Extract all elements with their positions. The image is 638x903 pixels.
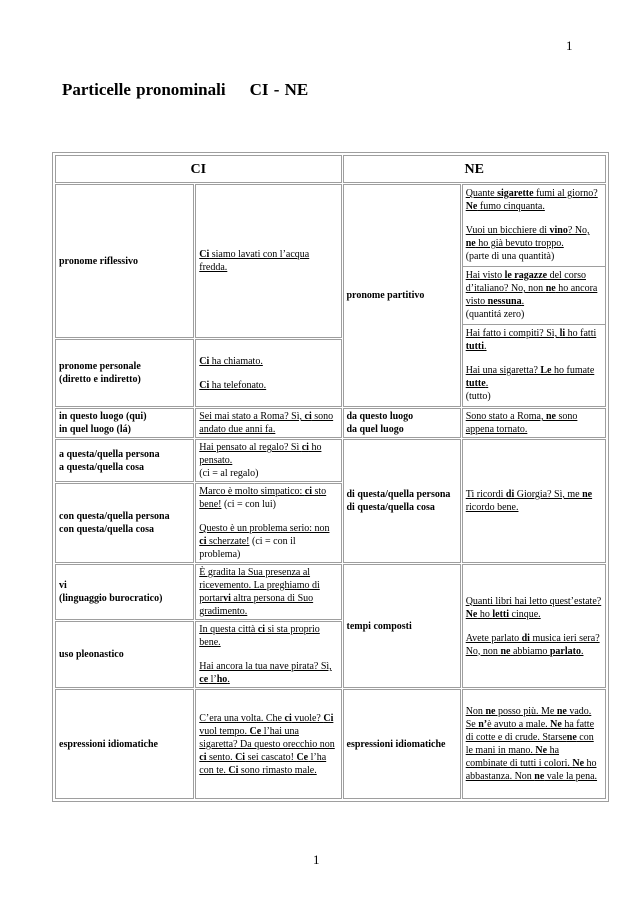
particle-highlight: Ce bbox=[296, 751, 309, 763]
particle-highlight: ce bbox=[199, 674, 209, 685]
particle-highlight: ne bbox=[534, 771, 545, 782]
example-idiomatiche-ne bbox=[462, 689, 606, 799]
example-text: sono appena tornato. bbox=[465, 411, 578, 435]
example-text: è avuto a male. bbox=[487, 719, 551, 730]
particle-highlight: Ci bbox=[199, 379, 210, 391]
particle-highlight: Ci bbox=[228, 764, 239, 776]
example-text: sto bene! bbox=[199, 486, 327, 510]
particle-highlight: ci bbox=[199, 536, 207, 547]
table-row bbox=[55, 408, 606, 438]
example-text: Sono stato a Roma, bbox=[465, 411, 546, 422]
table-row bbox=[55, 564, 606, 620]
example-text: ricordo bene. bbox=[465, 502, 519, 513]
label-idiomatiche-ci: espressioni idiomatiche bbox=[55, 689, 194, 799]
table-row bbox=[55, 439, 606, 482]
example-text: Hai pensato al regalo? Sì bbox=[199, 442, 302, 453]
partitivo-block-2: Hai visto le ragazze del corso d’italiano? No, non ne ho ancora visto nessuna. (quantitá zero) bbox=[463, 266, 605, 324]
example-con-cosa: Marco è molto simpatico: ci sto bene! (ci = con lui) Questo è un problema serio: non ci scherzate! (ci = con il problema) bbox=[195, 483, 341, 563]
partitivo-block-3: Hai fatto i compiti? Sì, li ho fatti tutti. Hai una sigaretta? Le ho fumate tutte. (tutto) bbox=[463, 324, 605, 406]
example-text: ? No, bbox=[567, 225, 590, 236]
label-vi: vi (linguaggio burocratico) bbox=[55, 564, 194, 620]
example-text: ho pensato. bbox=[199, 442, 322, 466]
example-text: Non bbox=[465, 706, 486, 717]
header-row bbox=[55, 155, 606, 183]
particle-highlight: ho bbox=[216, 674, 228, 685]
example-text: l’ha con te. bbox=[199, 751, 327, 776]
particle-highlight: le ragazze bbox=[504, 270, 548, 281]
example-text: sento. bbox=[206, 751, 236, 763]
particle-highlight: Ne bbox=[535, 745, 548, 756]
particle-highlight: vino bbox=[549, 225, 568, 236]
page-number-bottom: 1 bbox=[313, 852, 320, 867]
example-text: ho ancora visto bbox=[465, 283, 598, 307]
example-text: Hai visto bbox=[465, 270, 505, 281]
example-text: ha chiamato. bbox=[209, 355, 263, 367]
example-text: con le mani in mano. bbox=[465, 732, 594, 756]
particle-highlight: n’ bbox=[478, 719, 488, 730]
example-text: vuole? bbox=[291, 712, 324, 724]
header-ne: NE bbox=[343, 155, 607, 183]
table-row bbox=[55, 689, 606, 799]
example-text: cinque. bbox=[509, 608, 541, 620]
particle-highlight: Ne bbox=[465, 201, 478, 212]
label-tempi-composti: tempi composti bbox=[343, 564, 461, 688]
example-text: Quante bbox=[465, 188, 498, 199]
label-pleonastico: uso pleonastico bbox=[55, 621, 194, 688]
example-luogo-ci bbox=[195, 408, 341, 438]
example-text: ho fumate bbox=[551, 365, 595, 376]
title-subject: CI - NE bbox=[249, 80, 309, 99]
example-text: ha fatte di cotte e di crude. Starse bbox=[465, 719, 595, 743]
particle-highlight: ne bbox=[500, 645, 511, 657]
example-text: Hai ancora la tua nave pirata? Sì, bbox=[199, 661, 332, 672]
particle-highlight: ne bbox=[485, 706, 496, 717]
table-row bbox=[55, 184, 606, 338]
example-text: ho abbastanza. Non bbox=[465, 758, 597, 782]
example-text: ho bbox=[477, 608, 493, 620]
example-text: abbiamo bbox=[510, 645, 550, 657]
example-text: sei cascato! bbox=[245, 751, 297, 763]
example-text: fumi al giorno? bbox=[533, 188, 598, 199]
particle-highlight: ne bbox=[545, 283, 556, 294]
title-main: Particelle pronominali bbox=[62, 80, 226, 99]
example-text: . bbox=[485, 378, 489, 389]
particle-highlight: Ci bbox=[199, 249, 210, 261]
label-di-cosa: di questa/quella persona di questa/quella cosa bbox=[343, 439, 461, 563]
example-text: vuol tempo. bbox=[199, 725, 250, 737]
example-text: . bbox=[227, 674, 230, 685]
example-text: del corso d’italiano? No, non bbox=[465, 270, 586, 294]
example-text: Vuoi un bicchiere di bbox=[465, 225, 550, 236]
example-text: Hai fatto i compiti? Sì, bbox=[465, 328, 560, 339]
particle-highlight: Ci bbox=[323, 712, 334, 724]
particle-highlight: sigarette bbox=[497, 188, 534, 199]
example-text: musica ieri sera? No, non bbox=[465, 632, 600, 657]
partitivo-block-1: Quante sigarette fumi al giorno? Ne fumo cinquanta. Vuoi un bicchiere di vino? No, ne ho già bevuto troppo. (parte di una quantità) bbox=[465, 188, 598, 262]
label-luogo: in questo luogo (qui) in quel luogo (lá) bbox=[55, 408, 194, 438]
example-text: vado. Se bbox=[465, 706, 592, 730]
page-title bbox=[62, 80, 308, 100]
example-luogo-ne bbox=[462, 408, 606, 438]
example-text: Avete parlato bbox=[465, 632, 522, 644]
example-text: Marco è molto simpatico: bbox=[199, 486, 305, 497]
particle-highlight: Ci bbox=[235, 751, 246, 763]
example-idiomatiche-ci bbox=[195, 689, 341, 799]
example-text: l’hai una sigaretta? Da questo orecchio non bbox=[199, 725, 335, 750]
particle-highlight: ci bbox=[257, 624, 266, 635]
example-di-cosa bbox=[462, 439, 606, 563]
label-a-cosa: a questa/quella persona a questa/quella cosa bbox=[55, 439, 194, 482]
particle-highlight: nessuna bbox=[487, 296, 522, 307]
particle-highlight: ne bbox=[566, 732, 577, 743]
label-riflessivo: pronome riflessivo bbox=[55, 184, 194, 338]
particle-highlight: ci bbox=[304, 411, 312, 422]
example-a-cosa: Hai pensato al regalo? Sì ci ho pensato. (ci = al regalo) bbox=[195, 439, 341, 482]
particle-highlight: ci bbox=[301, 442, 309, 453]
label-idiomatiche-ne: espressioni idiomatiche bbox=[343, 689, 461, 799]
particle-highlight: ne bbox=[556, 706, 567, 717]
example-vi bbox=[195, 564, 341, 620]
particle-highlight: Ne bbox=[465, 608, 478, 620]
example-text: ha combinate di tutti i colori. bbox=[465, 745, 573, 769]
example-text: . bbox=[580, 645, 584, 657]
particle-highlight: ne bbox=[582, 489, 593, 500]
example-text: Sei mai stato a Roma? Sì, bbox=[199, 411, 305, 422]
particle-highlight: letti bbox=[492, 608, 510, 620]
particle-highlight: ci bbox=[284, 712, 292, 724]
particle-highlight: di bbox=[505, 489, 515, 500]
label-luogo-ne: da questo luogo da quel luogo bbox=[343, 408, 461, 438]
example-text: . bbox=[521, 296, 525, 307]
grammar-grid bbox=[54, 154, 607, 800]
particle-highlight: Ce bbox=[249, 725, 262, 737]
particle-highlight: Le bbox=[540, 365, 552, 376]
example-riflessivo bbox=[195, 184, 341, 338]
example-text: . bbox=[484, 341, 487, 352]
example-text: ha telefonato. bbox=[209, 379, 267, 391]
example-text: siamo lavati con l’acqua fredda. bbox=[199, 249, 310, 274]
particle-highlight: tutti bbox=[465, 341, 485, 352]
label-personale: pronome personale (diretto e indiretto) bbox=[55, 339, 194, 407]
example-partitivo bbox=[462, 184, 606, 407]
particle-highlight: tutte bbox=[465, 378, 486, 389]
example-tempi-composti bbox=[462, 564, 606, 688]
particle-highlight: ne bbox=[545, 411, 556, 422]
example-text: ho fatti bbox=[565, 328, 597, 339]
header-ci: CI bbox=[55, 155, 342, 183]
example-text: posso più. Me bbox=[495, 706, 557, 717]
example-text: fumo cinquanta. bbox=[477, 201, 545, 212]
page-number-top: 1 bbox=[566, 38, 573, 53]
example-pleonastico bbox=[195, 621, 341, 688]
particle-highlight: di bbox=[521, 632, 530, 644]
particle-highlight: ne bbox=[465, 238, 476, 249]
label-partitivo: pronome partitivo bbox=[343, 184, 461, 407]
example-text: Hai una sigaretta? bbox=[465, 365, 541, 376]
example-text: È gradita la Sua presenza al ricevemento. La preghiamo di portar bbox=[199, 567, 320, 604]
example-text: Quanti libri hai letto quest’estate? bbox=[465, 595, 602, 607]
example-text: Ti ricordi bbox=[465, 489, 506, 500]
example-text: ho già bevuto troppo. bbox=[475, 238, 564, 249]
example-text: vale la pena. bbox=[544, 771, 598, 782]
example-text: Giorgia? Sì, me bbox=[514, 489, 583, 500]
example-personale bbox=[195, 339, 341, 407]
example-text: altra persona di Suo gradimento. bbox=[199, 593, 314, 617]
particle-highlight: Ci bbox=[199, 355, 210, 367]
example-text: si sta proprio bene. bbox=[199, 624, 320, 648]
particle-highlight: vi bbox=[223, 593, 231, 604]
label-con-cosa: con questa/quella persona con questa/quella cosa bbox=[55, 483, 194, 563]
particle-highlight: ci bbox=[199, 751, 207, 763]
particle-highlight: parlato bbox=[549, 645, 581, 657]
example-text: C’era una volta. Che bbox=[199, 712, 285, 724]
grammar-table bbox=[52, 152, 609, 802]
example-text: l’ bbox=[208, 674, 217, 685]
example-text: scherzate! bbox=[206, 536, 250, 547]
example-text: sono rimasto male. bbox=[238, 764, 317, 776]
example-text: Questo è un problema serio: non bbox=[199, 523, 330, 534]
particle-highlight: Ne bbox=[550, 719, 562, 730]
example-text: In questa città bbox=[199, 624, 258, 635]
particle-highlight: ci bbox=[304, 486, 313, 497]
example-text: sono andato due anni fa. bbox=[199, 411, 334, 435]
particle-highlight: Ne bbox=[572, 758, 585, 769]
particle-highlight: li bbox=[559, 328, 566, 339]
